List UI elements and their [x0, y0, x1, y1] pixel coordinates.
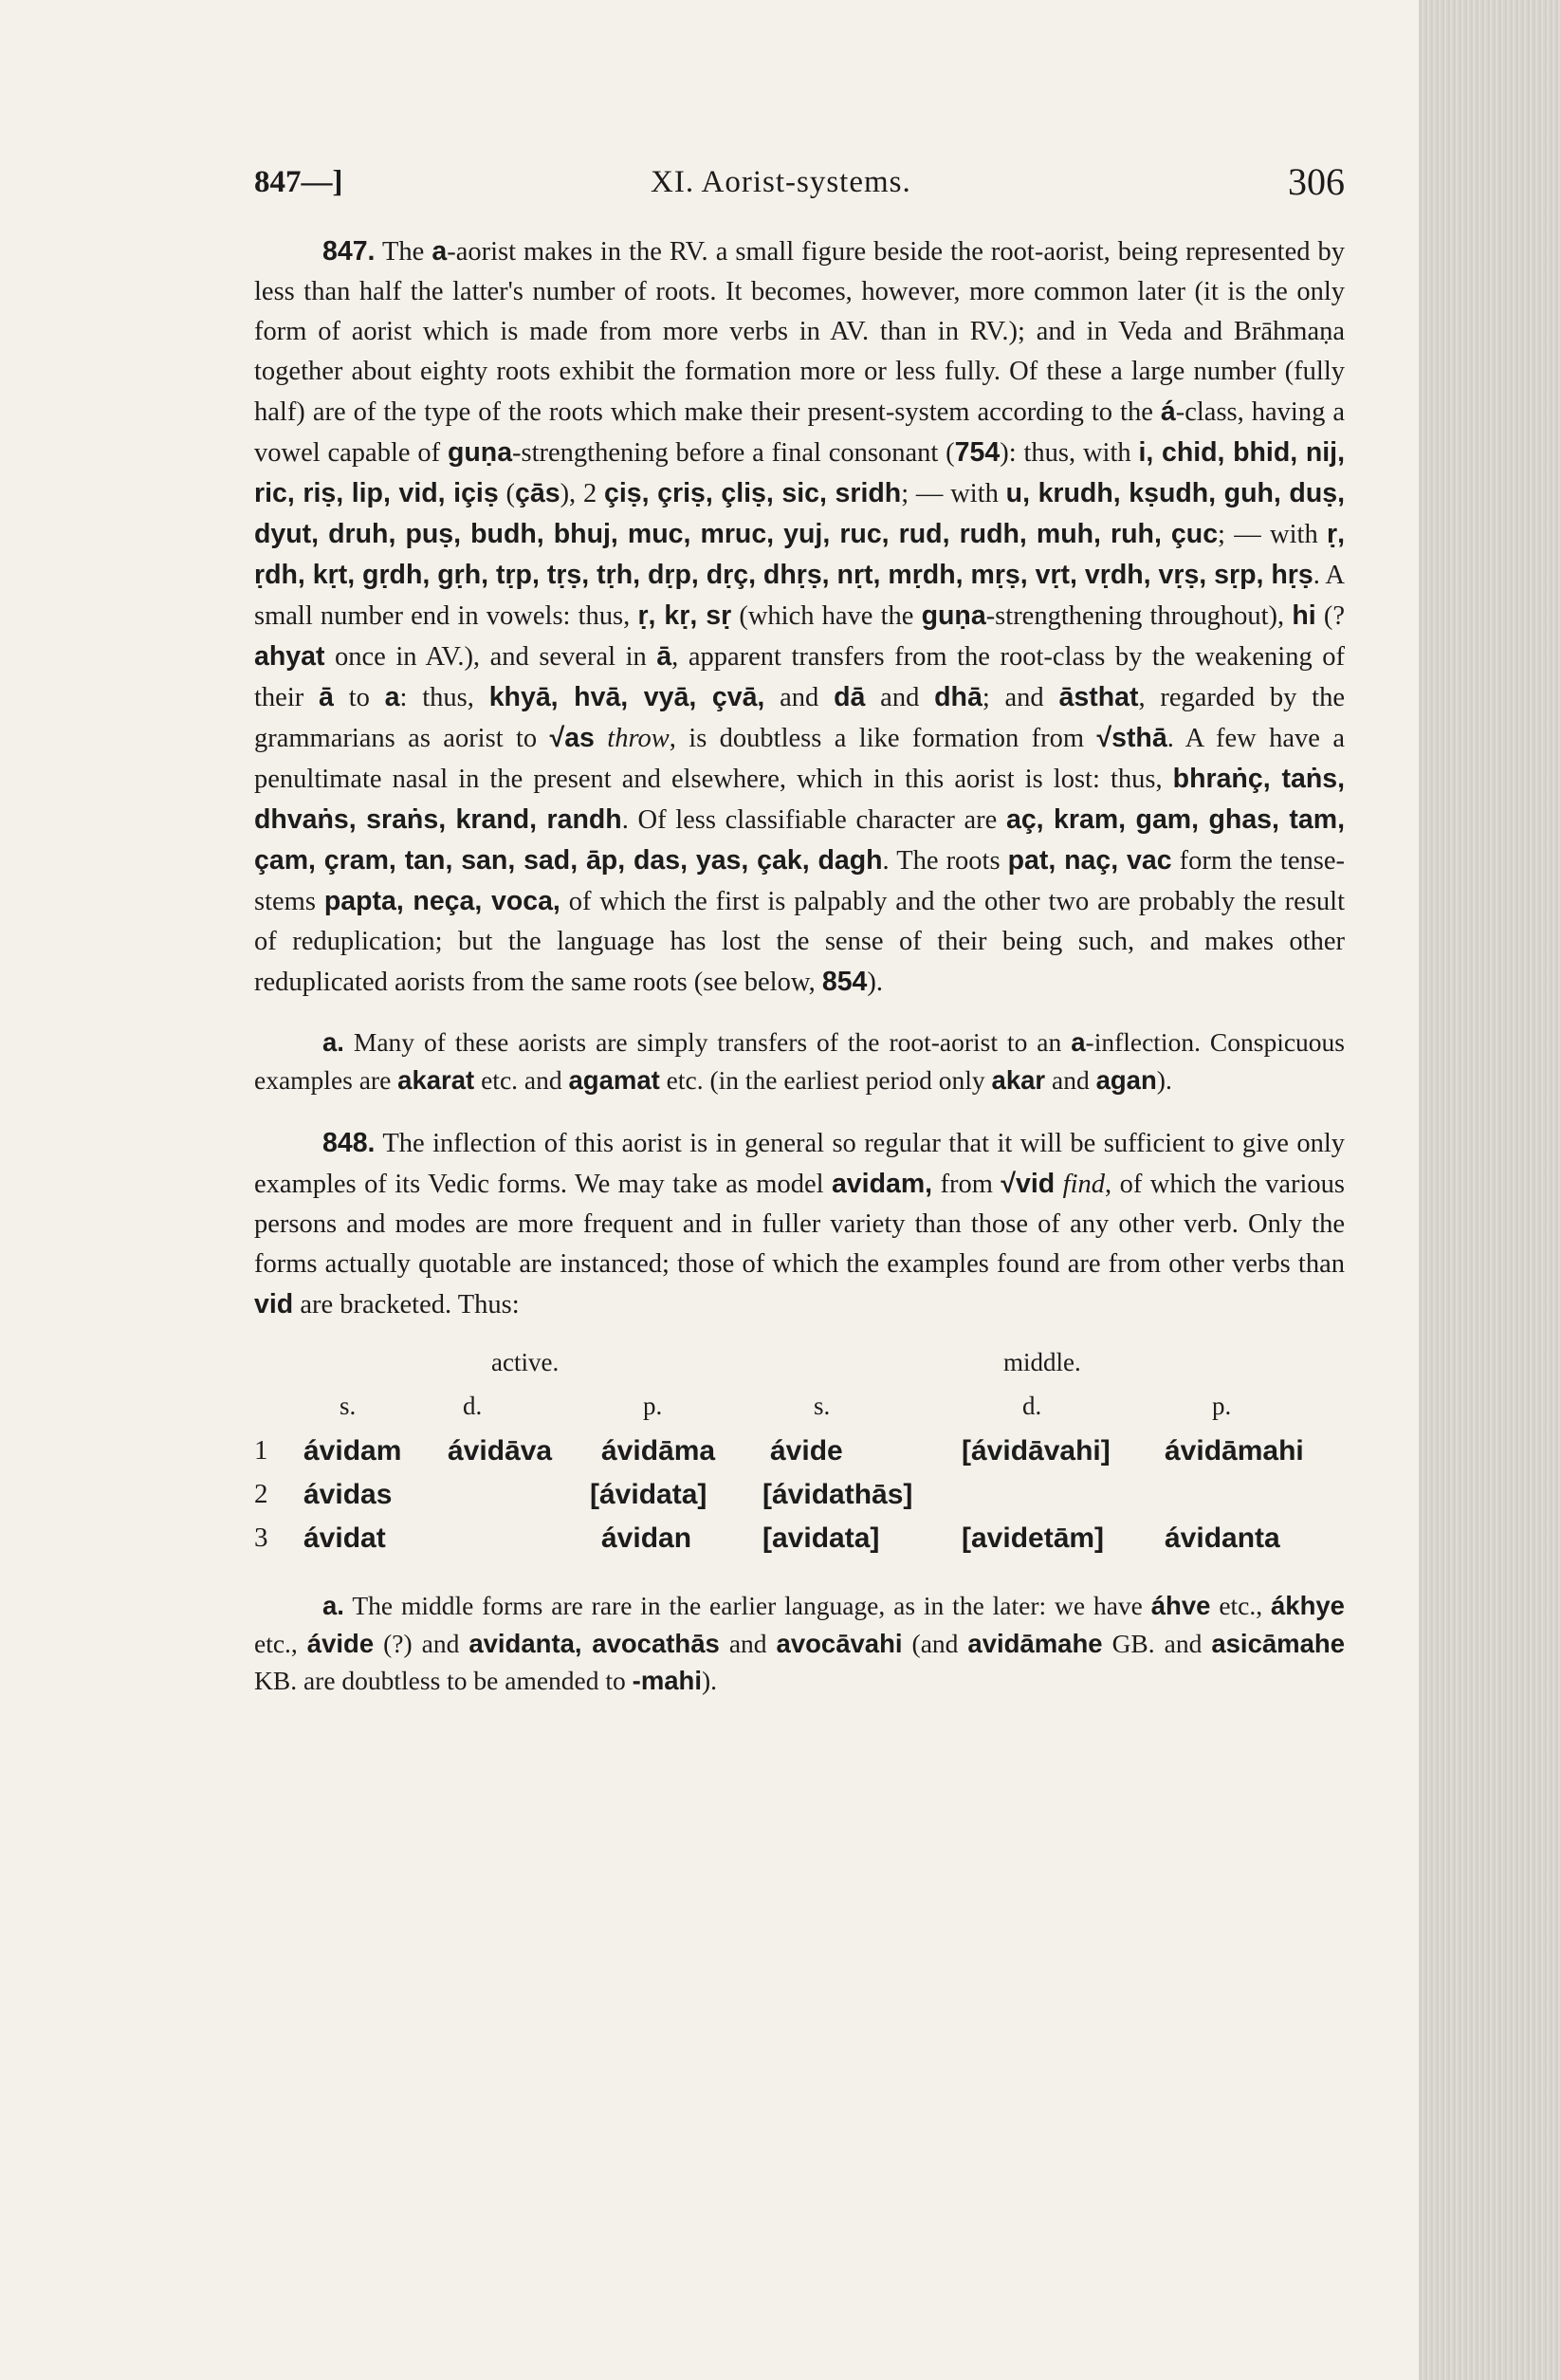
bold-term: áhve [1150, 1591, 1211, 1620]
text-run: (? [1315, 601, 1345, 631]
running-header [254, 152, 1345, 209]
text-run: are bracketed. Thus: [293, 1290, 520, 1319]
bold-term: ā [319, 682, 334, 712]
text-run: form the tense-stems [254, 846, 1345, 916]
text-run: : thus, [399, 683, 489, 712]
text-run: etc. and [474, 1064, 569, 1095]
text-run: ( [498, 479, 515, 508]
bold-term: āsthat [1058, 682, 1139, 712]
bold-term: ávide [306, 1628, 375, 1658]
header-section: 847—] [254, 165, 343, 199]
bold-term: ṛ, kṛ, sṛ [637, 600, 732, 631]
voice-active-label: active. [491, 1348, 560, 1376]
text-run: -strengthening before a final consonant ( [512, 438, 955, 468]
person-number: 2 [254, 1479, 268, 1509]
paradigm-table [254, 1348, 1345, 1566]
form-cell: [avidata] [762, 1522, 880, 1554]
bold-term: ahyat [254, 641, 325, 672]
text-run: , of which the various persons and modes are more frequent and in fuller variety than those of any other verb. Only the forms actually quotable are instanced; those of which the examples found are from other verbs than [254, 1170, 1345, 1279]
bold-term: agamat [568, 1064, 660, 1095]
form-cell: ávidāma [601, 1435, 716, 1467]
text-run: ): thus, with [1000, 438, 1139, 468]
form-cell: [avidetām] [962, 1522, 1105, 1554]
bold-term: khyā, hvā, vyā, çvā, [488, 682, 765, 712]
form-cell: ávidāmahi [1165, 1435, 1304, 1467]
table-row [254, 1435, 1345, 1479]
paragraph-847 [254, 231, 1345, 1003]
number-label: d. [1022, 1392, 1042, 1420]
bold-term: √sthā [1096, 723, 1167, 753]
text-run: -inflection. Conspicuous examples are [254, 1027, 1345, 1095]
text-run: and [865, 683, 935, 712]
text-run: KB. are doubtless to be amended to [254, 1666, 633, 1695]
bold-term: papta, neça, voca, [323, 886, 560, 916]
bold-term: akar [991, 1064, 1046, 1095]
text-run: The [375, 237, 432, 267]
form-cell: ávide [770, 1435, 843, 1467]
header-title: XI. Aorist-systems. [651, 165, 911, 199]
form-cell: ávidāva [448, 1435, 553, 1467]
italic-gloss: find [1062, 1170, 1105, 1199]
bold-term: 847. [322, 236, 376, 267]
text-run: The middle forms are rare in the earlier language, as in the later: we have [343, 1591, 1151, 1620]
paragraph-848 [254, 1123, 1345, 1325]
bold-term: ṛ, ṛdh, kṛt, gṛdh, gṛh, tṛp, tṛṣ, tṛh, dṛp, dṛç, dhṛṣ, nṛt, mṛdh, mṛṣ, vṛt, vṛdh, vṛṣ, sṛp, hṛṣ [254, 519, 1345, 590]
bold-term: dā [834, 682, 866, 712]
text-run: , apparent transfers from the root-class by the weakening of their [254, 642, 1346, 712]
paragraph-848a [254, 1587, 1345, 1700]
number-label: s. [340, 1392, 357, 1420]
text-run: and [719, 1628, 777, 1658]
number-label: p. [643, 1392, 663, 1420]
bold-term: hi [1292, 600, 1316, 631]
form-cell: [ávidata] [590, 1479, 707, 1510]
text-run: etc., [1210, 1591, 1271, 1620]
person-number: 1 [254, 1435, 268, 1466]
text-run: -class, having a vowel capable of [254, 397, 1346, 468]
bold-term: i, chid, bhid, nij, ric, riṣ, lip, vid, içiṣ [254, 437, 1345, 508]
text-run: -aorist makes in the RV. a small figure beside the root-aorist, being represented by less than half the latter's number of roots. It becomes, however, more common later (it is the only form of aorist which is made from more verbs in AV. than in RV.); and in Veda and Brāhmaṇa together about eighty roots exhibit the formation more or less fully. Of these a large number (fully half) are of the type of the roots which make their present-system according to the [254, 237, 1346, 427]
text-run: . A few have a penultimate nasal in the present and elsewhere, which in this aorist is lost: thus, [254, 724, 1345, 794]
bold-term: á [1160, 397, 1176, 427]
text-run [1055, 1170, 1062, 1199]
text-run: and [1045, 1064, 1096, 1095]
bold-term: dhā [934, 682, 983, 712]
bold-term: -mahi [632, 1666, 702, 1695]
book-page [254, 152, 1345, 1700]
bold-term: √as [549, 723, 595, 753]
text-run: , regarded by the grammarians as aorist to [254, 683, 1345, 753]
form-cell: ávidanta [1165, 1522, 1280, 1554]
text-run: ; — with [1218, 520, 1327, 549]
italic-gloss: throw [607, 724, 670, 753]
number-label: d. [463, 1392, 483, 1420]
table-row [254, 1479, 1345, 1522]
text-run: to [333, 683, 385, 712]
page-number: 306 [1288, 160, 1345, 203]
bold-term: akarat [397, 1064, 475, 1095]
form-cell: ávidan [601, 1522, 692, 1554]
form-cell: [ávidathās] [762, 1479, 913, 1510]
bold-term: aç, kram, gam, ghas, tam, çam, çram, tan, san, sad, āp, das, yas, çak, dagh [254, 804, 1345, 876]
number-label: s. [814, 1392, 831, 1420]
text-run: -strengthening throughout), [985, 601, 1293, 631]
bold-term: a. [322, 1027, 344, 1057]
bold-term: avidanta, avocathās [468, 1628, 720, 1658]
text-run: ), 2 [560, 479, 605, 508]
bold-term: a [1071, 1027, 1086, 1057]
bold-term: avidam, [831, 1169, 933, 1199]
bold-term: a. [322, 1591, 344, 1620]
text-run: ; and [982, 683, 1059, 712]
text-run: (and [902, 1628, 968, 1658]
bold-term: bhraṅç, taṅs, dhvaṅs, sraṅs, krand, randh [254, 764, 1345, 835]
text-run: once in AV.), and several in [324, 642, 657, 672]
bold-term: 854 [821, 967, 868, 997]
person-number: 3 [254, 1522, 268, 1553]
bold-term: u, krudh, kṣudh, guh, duṣ, dyut, druh, puṣ, budh, bhuj, muc, mruc, yuj, ruc, rud, rudh, muh, ruh, çuc [254, 478, 1346, 549]
number-header-row [254, 1392, 1345, 1435]
page-edge-shadow [1419, 0, 1561, 2380]
text-run: (which have the [731, 601, 922, 631]
voice-middle-label: middle. [1003, 1348, 1081, 1376]
text-run: . A small number end in vowels: thus, [254, 561, 1345, 631]
text-run: , is doubtless a like formation from [669, 724, 1097, 753]
text-run: ). [702, 1666, 718, 1695]
text-run: from [932, 1170, 1001, 1199]
table-row [254, 1522, 1345, 1566]
text-run: Many of these aorists are simply transfers of the root-aorist to an [343, 1027, 1072, 1057]
bold-term: a [384, 682, 400, 712]
bold-term: a [432, 236, 448, 267]
bold-term: guṇa [921, 600, 986, 631]
bold-term: 754 [954, 437, 1001, 468]
bold-term: çās [515, 478, 560, 508]
paragraph-847a [254, 1024, 1345, 1098]
bold-term: agan [1095, 1064, 1157, 1095]
bold-term: guṇa [447, 437, 513, 468]
form-cell: ávidam [303, 1435, 402, 1467]
bold-term: asicāmahe [1211, 1628, 1345, 1658]
text-run: ). [867, 968, 884, 997]
form-cell: ávidat [303, 1522, 386, 1554]
form-cell: [ávidāvahi] [962, 1435, 1111, 1467]
text-run: GB. and [1102, 1628, 1212, 1658]
text-run: (?) and [374, 1628, 469, 1658]
text-run: of which the first is palpably and the other two are probably the result of reduplication; but the language has lost the sense of their being such, and makes other reduplicated aorists from the same roots (see below, [254, 887, 1345, 997]
bold-term: ákhye [1271, 1591, 1345, 1620]
text-run: ). [1156, 1064, 1172, 1095]
bold-term: avidāmahe [967, 1628, 1103, 1658]
bold-term: 848. [322, 1128, 376, 1158]
text-run: . The roots [882, 846, 1008, 876]
voice-header-row [254, 1348, 1345, 1392]
bold-term: vid [254, 1289, 294, 1319]
text-run: etc. (in the earliest period only [659, 1064, 992, 1095]
bold-term: avocāvahi [776, 1628, 903, 1658]
bold-term: √vid [1001, 1169, 1056, 1199]
bold-term: pat, naç, vac [1007, 845, 1172, 876]
text-run: The inflection of this aorist is in general so regular that it will be sufficient to give only examples of its Vedic forms. We may take as model [254, 1129, 1345, 1199]
text-run: . Of less classifiable character are [621, 805, 1006, 835]
text-run: etc., [254, 1628, 307, 1658]
bold-term: çiṣ, çriṣ, çliṣ, sic, sridh [604, 478, 902, 508]
number-label: p. [1212, 1392, 1232, 1420]
text-run: ; — with [901, 479, 1006, 508]
form-cell: ávidas [303, 1479, 393, 1510]
text-run: and [764, 683, 835, 712]
text-run [595, 724, 607, 753]
bold-term: ā [656, 641, 672, 672]
